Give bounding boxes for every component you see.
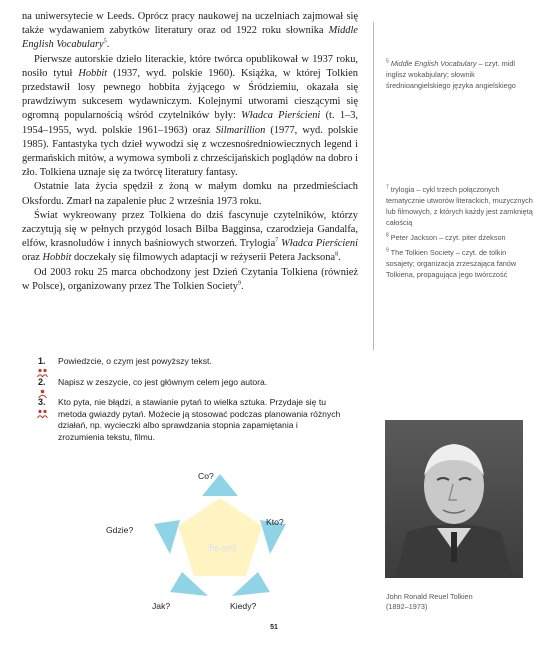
main-text-column	[22, 10, 358, 294]
paragraph-5: Od 2003 roku 25 marca obchodzony jest Dzień Czytania Tolkiena (również w Polsce), organizowany przez The Tolkien Society$^9$.	[22, 266, 358, 292]
column-divider	[373, 22, 374, 350]
star-label-top: Co?	[198, 471, 214, 481]
footnote-group	[386, 184, 534, 284]
portrait-image	[385, 420, 523, 578]
task-number: 3.	[38, 397, 46, 408]
star-center-label: Po co?	[208, 543, 237, 553]
star-center-pentagon	[178, 498, 262, 576]
paragraph-4: Świat wykreowany przez Tolkiena do dziś fascynuje czytelników, którzy zaczytują się w pełnych przygód losach Bilba Bagginsa, czarodzieja Gandalfa, elfów, krasnoludów i innych baśniowych stworzeń. Trylogia$^7$ Władca Pierścieni oraz Hobbit doczekały się filmowych adaptacji w reżyserii Petera Jacksona$^8$.	[22, 209, 358, 264]
group-work-icon	[37, 409, 48, 419]
footnote-7: $^7$ trylogia – cykl trzech połączonych tematycznie utworów literackich, muzycznych lub filmowych, z których każdy jest zamkniętą całością	[386, 184, 533, 227]
task-text: Napisz w zeszycie, co jest głównym celem jego autora.	[58, 376, 268, 387]
task-list	[22, 356, 342, 453]
task-text: Powiedzcie, o czym jest powyższy tekst.	[58, 356, 212, 366]
portrait-photo	[385, 420, 523, 578]
paragraph-1: na uniwersytecie w Leeds. Oprócz pracy naukowej na uczelniach zajmował się także wydawaniem zabytków literatury oraz od 1922 roku słownika Middle English Vocabulary$^5$.	[22, 11, 358, 51]
task-number: 2.	[38, 376, 46, 387]
task-number: 1.	[38, 356, 46, 366]
star-label-bottom-left: Jak?	[152, 601, 171, 611]
task-item	[22, 356, 342, 368]
paragraph-2: Pierwsze autorskie dzieło literackie, które twórca opublikował w 1937 roku, nosiło tytuł Hobbit (1937, wyd. polskie 1960). Książka, w której Tolkien przedstawił losy pewnego hobbita żyjącego w Śródziemiu, okazała się prawdziwym sukcesem wydawniczym. Kolejnymi utworami cieszącymi się ogromną popularnością wśród czytelników były: Władca Pierścieni (t. 1–3, 1954–1955, wyd. polskie 1961–1963) oraz Silmarillion (1977, wyd. polskie 1985). Fantastyka tych dzieł wywodzi się z wczesnośredniowiecznych legend i germańskich mitów, a wymowa symboli z chrześcijańskich poglądów na dobro i zło. Tolkiena uznaje się za twórcę literatury fantasy.	[22, 53, 358, 179]
page-number: 51	[270, 624, 278, 631]
footnote-5: $^5$ Middle English Vocabulary – czyt. midl inglisz wokabjulary; słownik średnioangielskiego języka angielskiego	[386, 58, 516, 90]
star-label-left: Gdzie?	[106, 525, 134, 535]
footnote-8: $^8$ Peter Jackson – czyt. piter dżekson	[386, 232, 506, 242]
star-ray-left	[154, 520, 180, 554]
task-text: Kto pyta, nie błądzi, a stawianie pytań to wielka sztuka. Przydaje się tu metoda gwiazdy pytań. Możecie ją stosować podczas planowania różnych działań, np. wycieczki albo sprawdzania stopnia zapamiętania i zrozumienia tekstu, filmu.	[58, 397, 341, 442]
task-item	[22, 377, 342, 389]
task-item	[22, 397, 342, 443]
footnote-9: $^9$ The Tolkien Society – czyt. de tolkin sosajety; organizacja zrzeszająca fanów Tolkiena, propagująca jego twórczość	[386, 247, 517, 279]
star-label-bottom-right: Kiedy?	[230, 601, 257, 611]
question-star-diagram	[120, 468, 320, 613]
photo-caption: John Ronald Reuel Tolkien (1892–1973)	[386, 592, 473, 611]
paragraph-3: Ostatnie lata życia spędził z żoną w małym domku na przedmieściach Oksfordu. Zmarł na zapalenie płuc 2 września 1973 roku.	[22, 181, 358, 207]
star-label-right: Kto?	[266, 517, 284, 527]
